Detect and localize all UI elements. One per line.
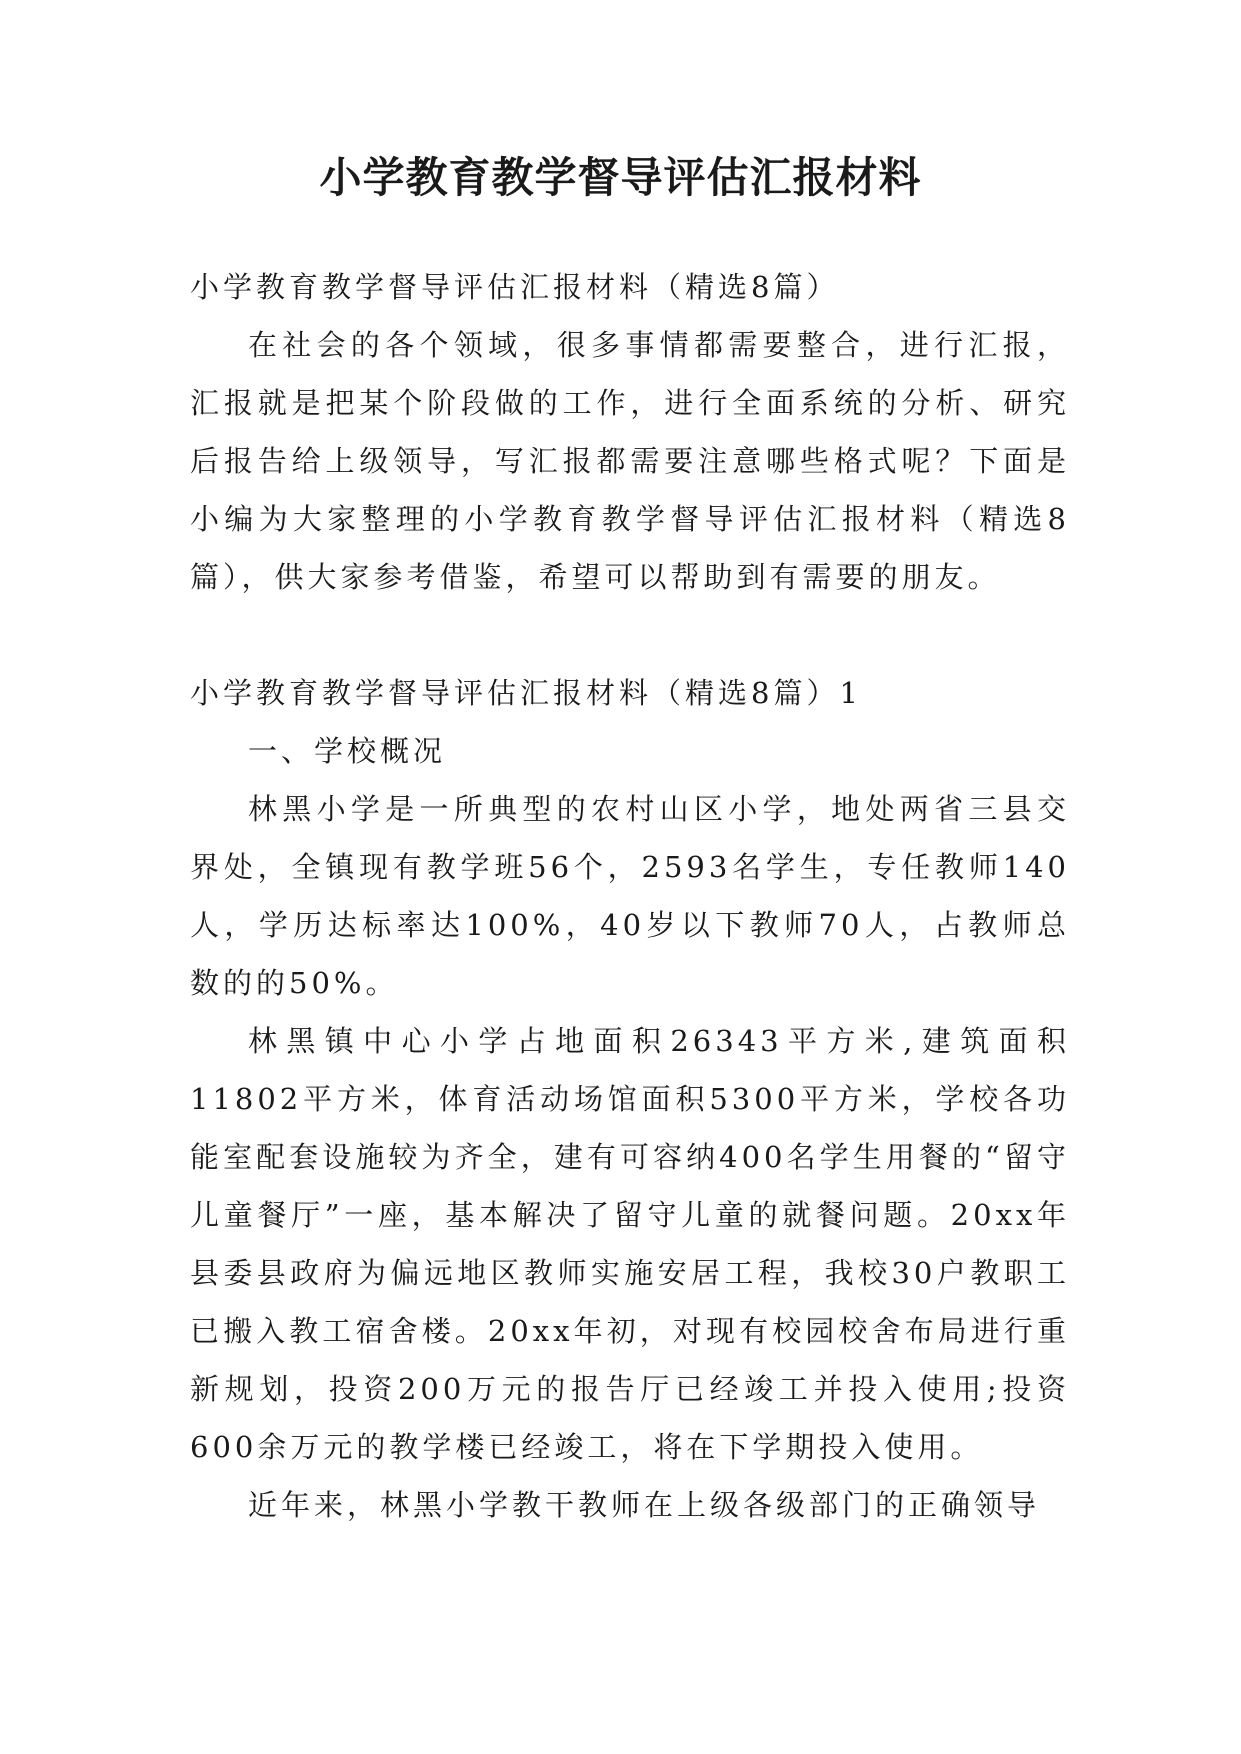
section-heading: 小学教育教学督导评估汇报材料（精选8篇）1 (190, 676, 862, 710)
document-body (190, 258, 1070, 1534)
body-paragraph: 林黑小学是一所典型的农村山区小学，地处两省三县交界处，全镇现有教学班56个，2593名学生，专任教师140人，学历达标率达100%，40岁以下教师70人，占教师总数的的50%。 (190, 792, 1070, 1000)
body-paragraph: 林黑镇中心小学占地面积26343平方米,建筑面积11802平方米，体育活动场馆面积5300平方米，学校各功能室配套设施较为齐全，建有可容纳400名学生用餐的“留守儿童餐厅”一座，基本解决了留守儿童的就餐问题。20xx年县委县政府为偏远地区教师实施安居工程，我校30户教职工已搬入教工宿舍楼。20xx年初，对现有校园校舍布局进行重新规划，投资200万元的报告厅已经竣工并投入使用;投资600余万元的教学楼已经竣工，将在下学期投入使用。 (190, 1024, 1070, 1464)
document-title: 小学教育教学督导评估汇报材料 (319, 153, 922, 202)
section-subheading: 一、学校概况 (248, 734, 447, 768)
spacer (190, 606, 1070, 664)
document-subtitle: 小学教育教学督导评估汇报材料（精选8篇） (190, 270, 840, 304)
intro-paragraph: 在社会的各个领域，很多事情都需要整合，进行汇报，汇报就是把某个阶段做的工作，进行全面系统的分析、研究后报告给上级领导，写汇报都需要注意哪些格式呢？下面是小编为大家整理的小学教育教学督导评估汇报材料（精选8篇），供大家参考借鉴，希望可以帮助到有需要的朋友。 (190, 328, 1070, 594)
body-paragraph: 近年来，林黑小学教干教师在上级各级部门的正确领导 (248, 1488, 1041, 1522)
